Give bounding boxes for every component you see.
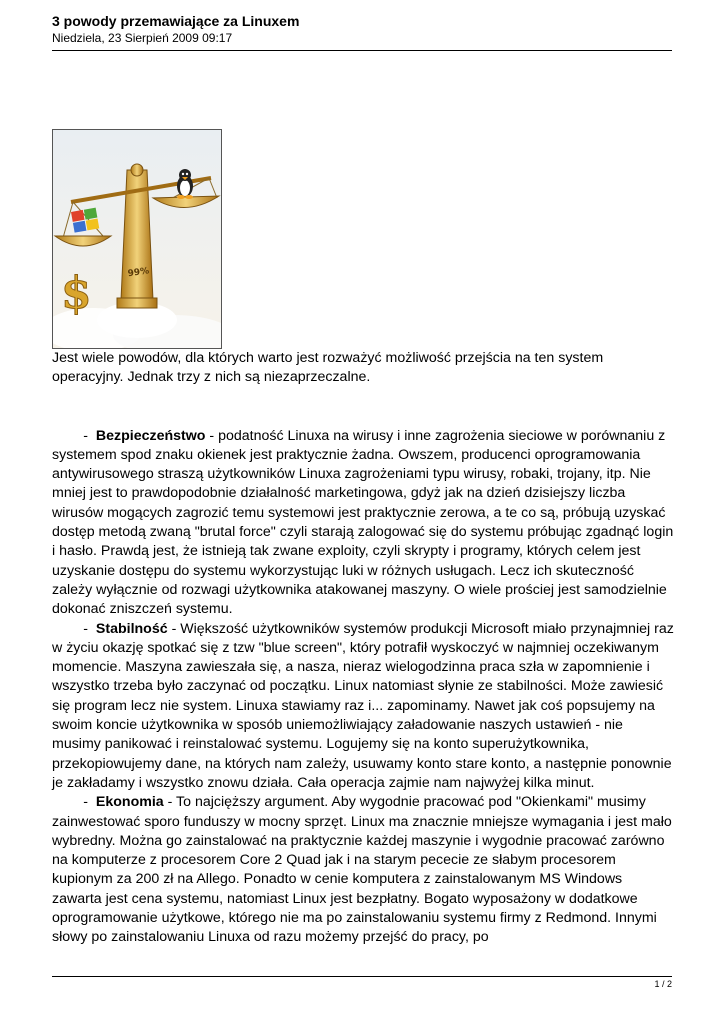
footer-divider [52,976,672,977]
article-title: 3 powody przemawiające za Linuxem [52,13,300,29]
list-bullet: - [83,427,88,444]
intro-paragraph: Jest wiele powodów, dla których warto jest rozważyć możliwość przejścia na ten system operacyjny. Jednak trzy z nich są niezaprzeczalne. [52,350,604,386]
item-text: - podatność Linuxa na wirusy i inne zagrożenia sieciowe w porównaniu z systemem spod znaku okienek jest praktycznie żadna. Owszem, producenci oprogramowania antywirusowego straszą użytkowników Linuxa zagrożeniami typu wirusy, robaki, trojany, itp. Nie mniej jest to prawdopodobnie działalność marketingowa, gdyż jak na dzień dzisiejszy liczba wirusów mogących zagrozić temu systemowi jest praktycznie zerowa, a te co są, próbują uzyskać dostęp metodą zwaną "brutal force" czyli starają zalogować się do systemu próbując zgadnąć login i hasło. Prawdą jest, że istnieją tak zwane exploity, czyli skrypty i programy, których celem jest uzyskanie dostępu do systemu wykorzystując luki w różnych usługach. Lecz ich skuteczność zależy wyłącznie od rozwagi użytkownika atakowanej maszyny. O wiele prościej jest samodzielnie dokonać zniszczeń systemu. [52,427,674,618]
header-divider [52,50,672,51]
article-date: Niedziela, 23 Sierpień 2009 09:17 [52,31,233,45]
item-text: - Większość użytkowników systemów produkcji Microsoft miało przynajmniej raz w życiu okazję spotkać się z tzw "blue screen", który potrafił wyskoczyć w najmniej oczekiwanym momencie. Maszyna zawieszała się, a nasza, nieraz wielogodzinna praca szła w zapomnienie i wszystko trzeba było zaczynać od początku. Linux natomiast słynie ze stabilności. Może zawiesić się program lecz nie system. Linuxa stawiamy raz i... zapominamy. Nawet jak coś popsujemy na swoim koncie użytkownika w sposób uniemożliwiający załadowanie naszych ustawień - nie musimy panikować i reinstalować systemu. Logujemy się na konto superużytkownika, przekopiowujemy dane, na których nam zależy, usuwamy konto stare konto, a następnie ponownie je zakładamy i wszystko znowu działa. Cała operacja zajmie nam najwyżej kilka minut. [52,620,674,791]
svg-text:$: $ [61,268,92,319]
item-title: Stabilność [95,620,168,637]
list-item [52,427,674,620]
item-title: Bezpieczeństwo [95,427,206,444]
list-bullet: - [83,794,88,811]
article-body [52,349,674,948]
list-bullet: - [83,620,88,637]
list-item [52,793,674,947]
item-title: Ekonomia [95,794,164,811]
page-number: 1 / 2 [654,979,672,989]
item-text: - To najcięższy argument. Aby wygodnie pracować pod "Okienkami" musimy zainwestować sporo funduszy w mocny sprzęt. Linux ma znacznie mniejsze wymagania i jest mało wybredny. Można go zainstalować na praktycznie każdej maszynie i wygodnie pracować zarówno na komputerze z procesorem Core 2 Quad jak i na starym pececie ze słabym procesorem kupionym za 200 zł na Allego. Ponadto w cenie komputera z zainstalowanym MS Windows zawarta jest cena systemu, natomiast Linux jest bezpłatny. Bogato wyposażony w dodatkowe oprogramowanie użytkowe, którego nie ma po zainstalowaniu systemu firmy z Redmond. Innymi słowy po zainstalowaniu Linuxa od razu możemy przejść do pracy, po [52,794,672,946]
article-illustration [52,129,222,349]
percent-label: 99% [127,266,150,280]
list-item [52,620,674,794]
scales-illustration-icon [53,130,221,348]
page-header [52,12,672,46]
